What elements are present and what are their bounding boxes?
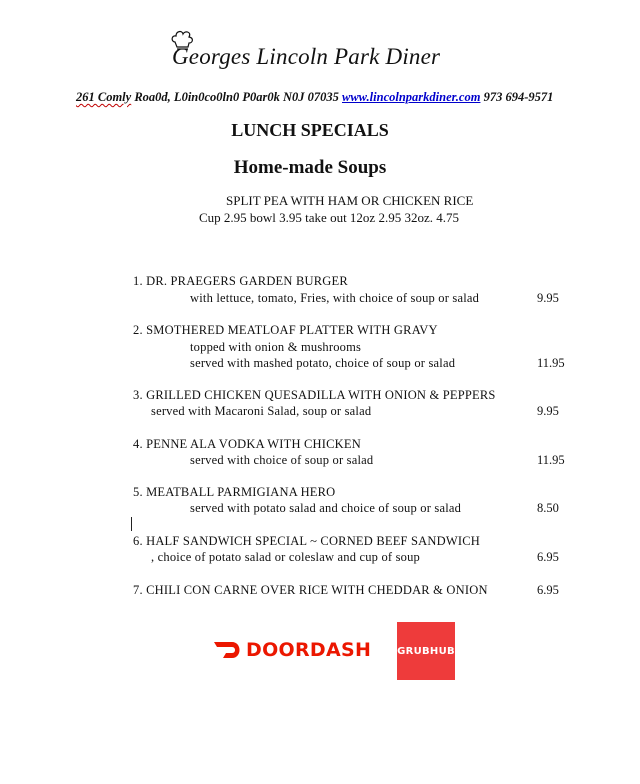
special-6-title: 6. HALF SANDWICH SPECIAL ~ CORNED BEEF SANDWICH bbox=[133, 534, 480, 548]
special-5-title: 5. MEATBALL PARMIGIANA HERO bbox=[133, 485, 336, 499]
special-3-price: 9.95 bbox=[537, 404, 559, 418]
website-link[interactable]: www.lincolnparkdiner.com bbox=[342, 90, 481, 104]
address-street: 261 Comly bbox=[76, 90, 132, 104]
special-1-desc: with lettuce, tomato, Fries, with choice of soup or salad bbox=[190, 291, 480, 305]
special-7-title: 7. CHILI CON CARNE OVER RICE WITH CHEDDAR & ONION bbox=[133, 583, 488, 597]
lunch-specials-heading: LUNCH SPECIALS bbox=[231, 120, 389, 140]
address-line bbox=[76, 90, 553, 105]
special-5-desc: served with potato salad and choice of soup or salad bbox=[190, 501, 462, 515]
soup-prices: Cup 2.95 bowl 3.95 take out 12oz 2.95 32oz. 4.75 bbox=[199, 210, 459, 225]
phone-number: 973 694-9571 bbox=[483, 90, 554, 104]
soup-title: SPLIT PEA WITH HAM OR CHICKEN RICE bbox=[226, 193, 474, 208]
address-rest: Roa0d, L0in0co0ln0 P0ar0k N0J 07035 bbox=[134, 90, 339, 104]
special-7-price: 6.95 bbox=[537, 583, 559, 597]
text-cursor bbox=[131, 517, 132, 531]
doordash-icon bbox=[212, 638, 244, 662]
doordash-logo[interactable] bbox=[212, 634, 371, 666]
special-2-desc-1: topped with onion & mushrooms bbox=[190, 340, 362, 354]
special-2-desc-2: served with mashed potato, choice of soup or salad bbox=[190, 356, 456, 370]
special-2-title: 2. SMOTHERED MEATLOAF PLATTER WITH GRAVY bbox=[133, 323, 438, 337]
special-4-desc: served with choice of soup or salad bbox=[190, 453, 374, 467]
special-1-price: 9.95 bbox=[537, 291, 559, 305]
special-2-price: 11.95 bbox=[537, 356, 565, 370]
restaurant-name: Georges Lincoln Park Diner bbox=[172, 44, 441, 69]
special-3-title: 3. GRILLED CHICKEN QUESADILLA WITH ONION & PEPPERS bbox=[133, 388, 496, 402]
special-6-price: 6.95 bbox=[537, 550, 559, 564]
special-4-price: 11.95 bbox=[537, 453, 565, 467]
special-6-desc: , choice of potato salad or coleslaw and cup of soup bbox=[151, 550, 420, 564]
grubhub-logo[interactable] bbox=[397, 622, 455, 680]
soups-heading: Home-made Soups bbox=[233, 157, 387, 178]
special-3-desc: served with Macaroni Salad, soup or salad bbox=[151, 404, 372, 418]
special-1-title: 1. DR. PRAEGERS GARDEN BURGER bbox=[133, 274, 348, 288]
doordash-label: DOORDASH bbox=[246, 639, 372, 661]
special-5-price: 8.50 bbox=[537, 501, 559, 515]
special-4-title: 4. PENNE ALA VODKA WITH CHICKEN bbox=[133, 437, 361, 451]
grubhub-label: GRUBHUB bbox=[397, 645, 455, 657]
